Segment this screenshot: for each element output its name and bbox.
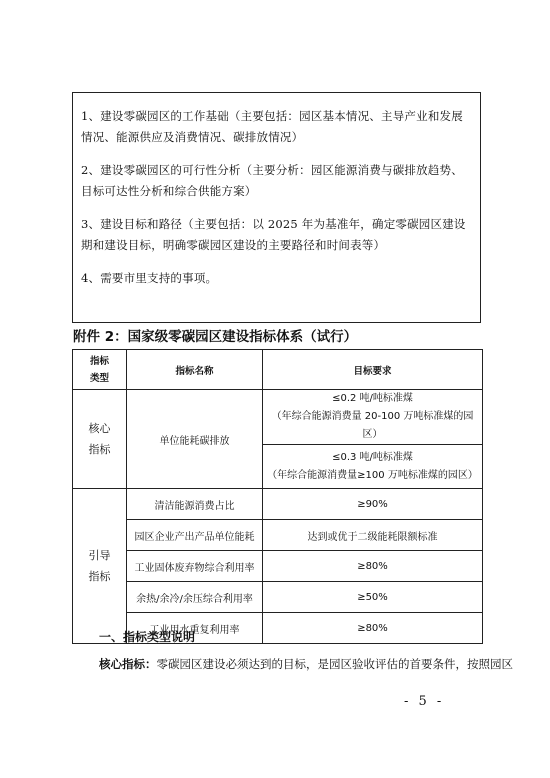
core-indicator-text: 零碳园区建设必须达到的目标，是园区验收评估的首要条件，按照园区	[156, 657, 513, 671]
table-row	[73, 520, 483, 551]
indicator-table	[72, 349, 483, 644]
table-row	[73, 551, 483, 582]
core-target-1-scope: （年综合能源消费量 20-100 万吨标准煤的园区）	[271, 411, 474, 440]
guide-indicator-name: 余热/余冷/余压综合利用率	[127, 582, 263, 613]
header-type: 指标类型	[73, 350, 127, 390]
guide-indicator-name: 园区企业产出产品单位能耗	[127, 520, 263, 551]
guide-indicator-target: ≥90%	[263, 489, 483, 520]
guide-indicator-target: 达到或优于二级能耗限额标准	[263, 520, 483, 551]
header-name: 指标名称	[127, 350, 263, 390]
page-number: - 5 -	[404, 694, 445, 709]
guide-indicator-target: ≥50%	[263, 582, 483, 613]
content-item-3: 3、建设目标和路径（主要包括：以 2025 年为基准年，确定零碳园区建设期和建设目标，明确零碳园区建设的主要路径和时间表等）	[81, 217, 466, 252]
guide-indicator-name: 工业固体废弃物综合利用率	[127, 551, 263, 582]
core-indicator-paragraph	[99, 656, 513, 672]
core-target-2-scope: （年综合能源消费量≥100 万吨标准煤的园区）	[267, 469, 478, 481]
table-row	[73, 582, 483, 613]
content-item-2: 2、建设零碳园区的可行性分析（主要分析：园区能源消费与碳排放趋势、目标可达性分析和综合供能方案）	[81, 163, 463, 198]
core-target-2-value: ≤0.3 吨/吨标准煤	[332, 451, 413, 463]
guide-indicator-target: ≥80%	[263, 613, 483, 644]
guide-indicator-name: 清洁能源消费占比	[127, 489, 263, 520]
annex-title: 附件 2：国家级零碳园区建设指标体系（试行）	[73, 329, 358, 345]
section-heading: 一、指标类型说明	[99, 630, 196, 644]
core-target-1	[263, 390, 483, 445]
core-target-2	[263, 445, 483, 489]
core-target-1-value: ≤0.2 吨/吨标准煤	[332, 393, 413, 404]
category-core: 核心指标	[73, 390, 127, 489]
core-indicator-label: 核心指标：	[99, 657, 157, 671]
content-item-4: 4、需要市里支持的事项。	[81, 271, 218, 285]
category-guide: 引导指标	[73, 489, 127, 644]
guide-indicator-target: ≥80%	[263, 551, 483, 582]
application-content-box	[72, 92, 481, 323]
table-row	[73, 489, 483, 520]
header-target: 目标要求	[263, 350, 483, 390]
core-indicator-name: 单位能耗碳排放	[127, 390, 263, 489]
table-row	[73, 390, 483, 445]
content-item-1: 1、建设零碳园区的工作基础（主要包括：园区基本情况、主导产业和发展情况、能源供应及消费情况、碳排放情况）	[81, 109, 463, 144]
guide-indicator-name: 工业用水重复利用率	[127, 613, 263, 644]
table-header-row	[73, 350, 483, 390]
